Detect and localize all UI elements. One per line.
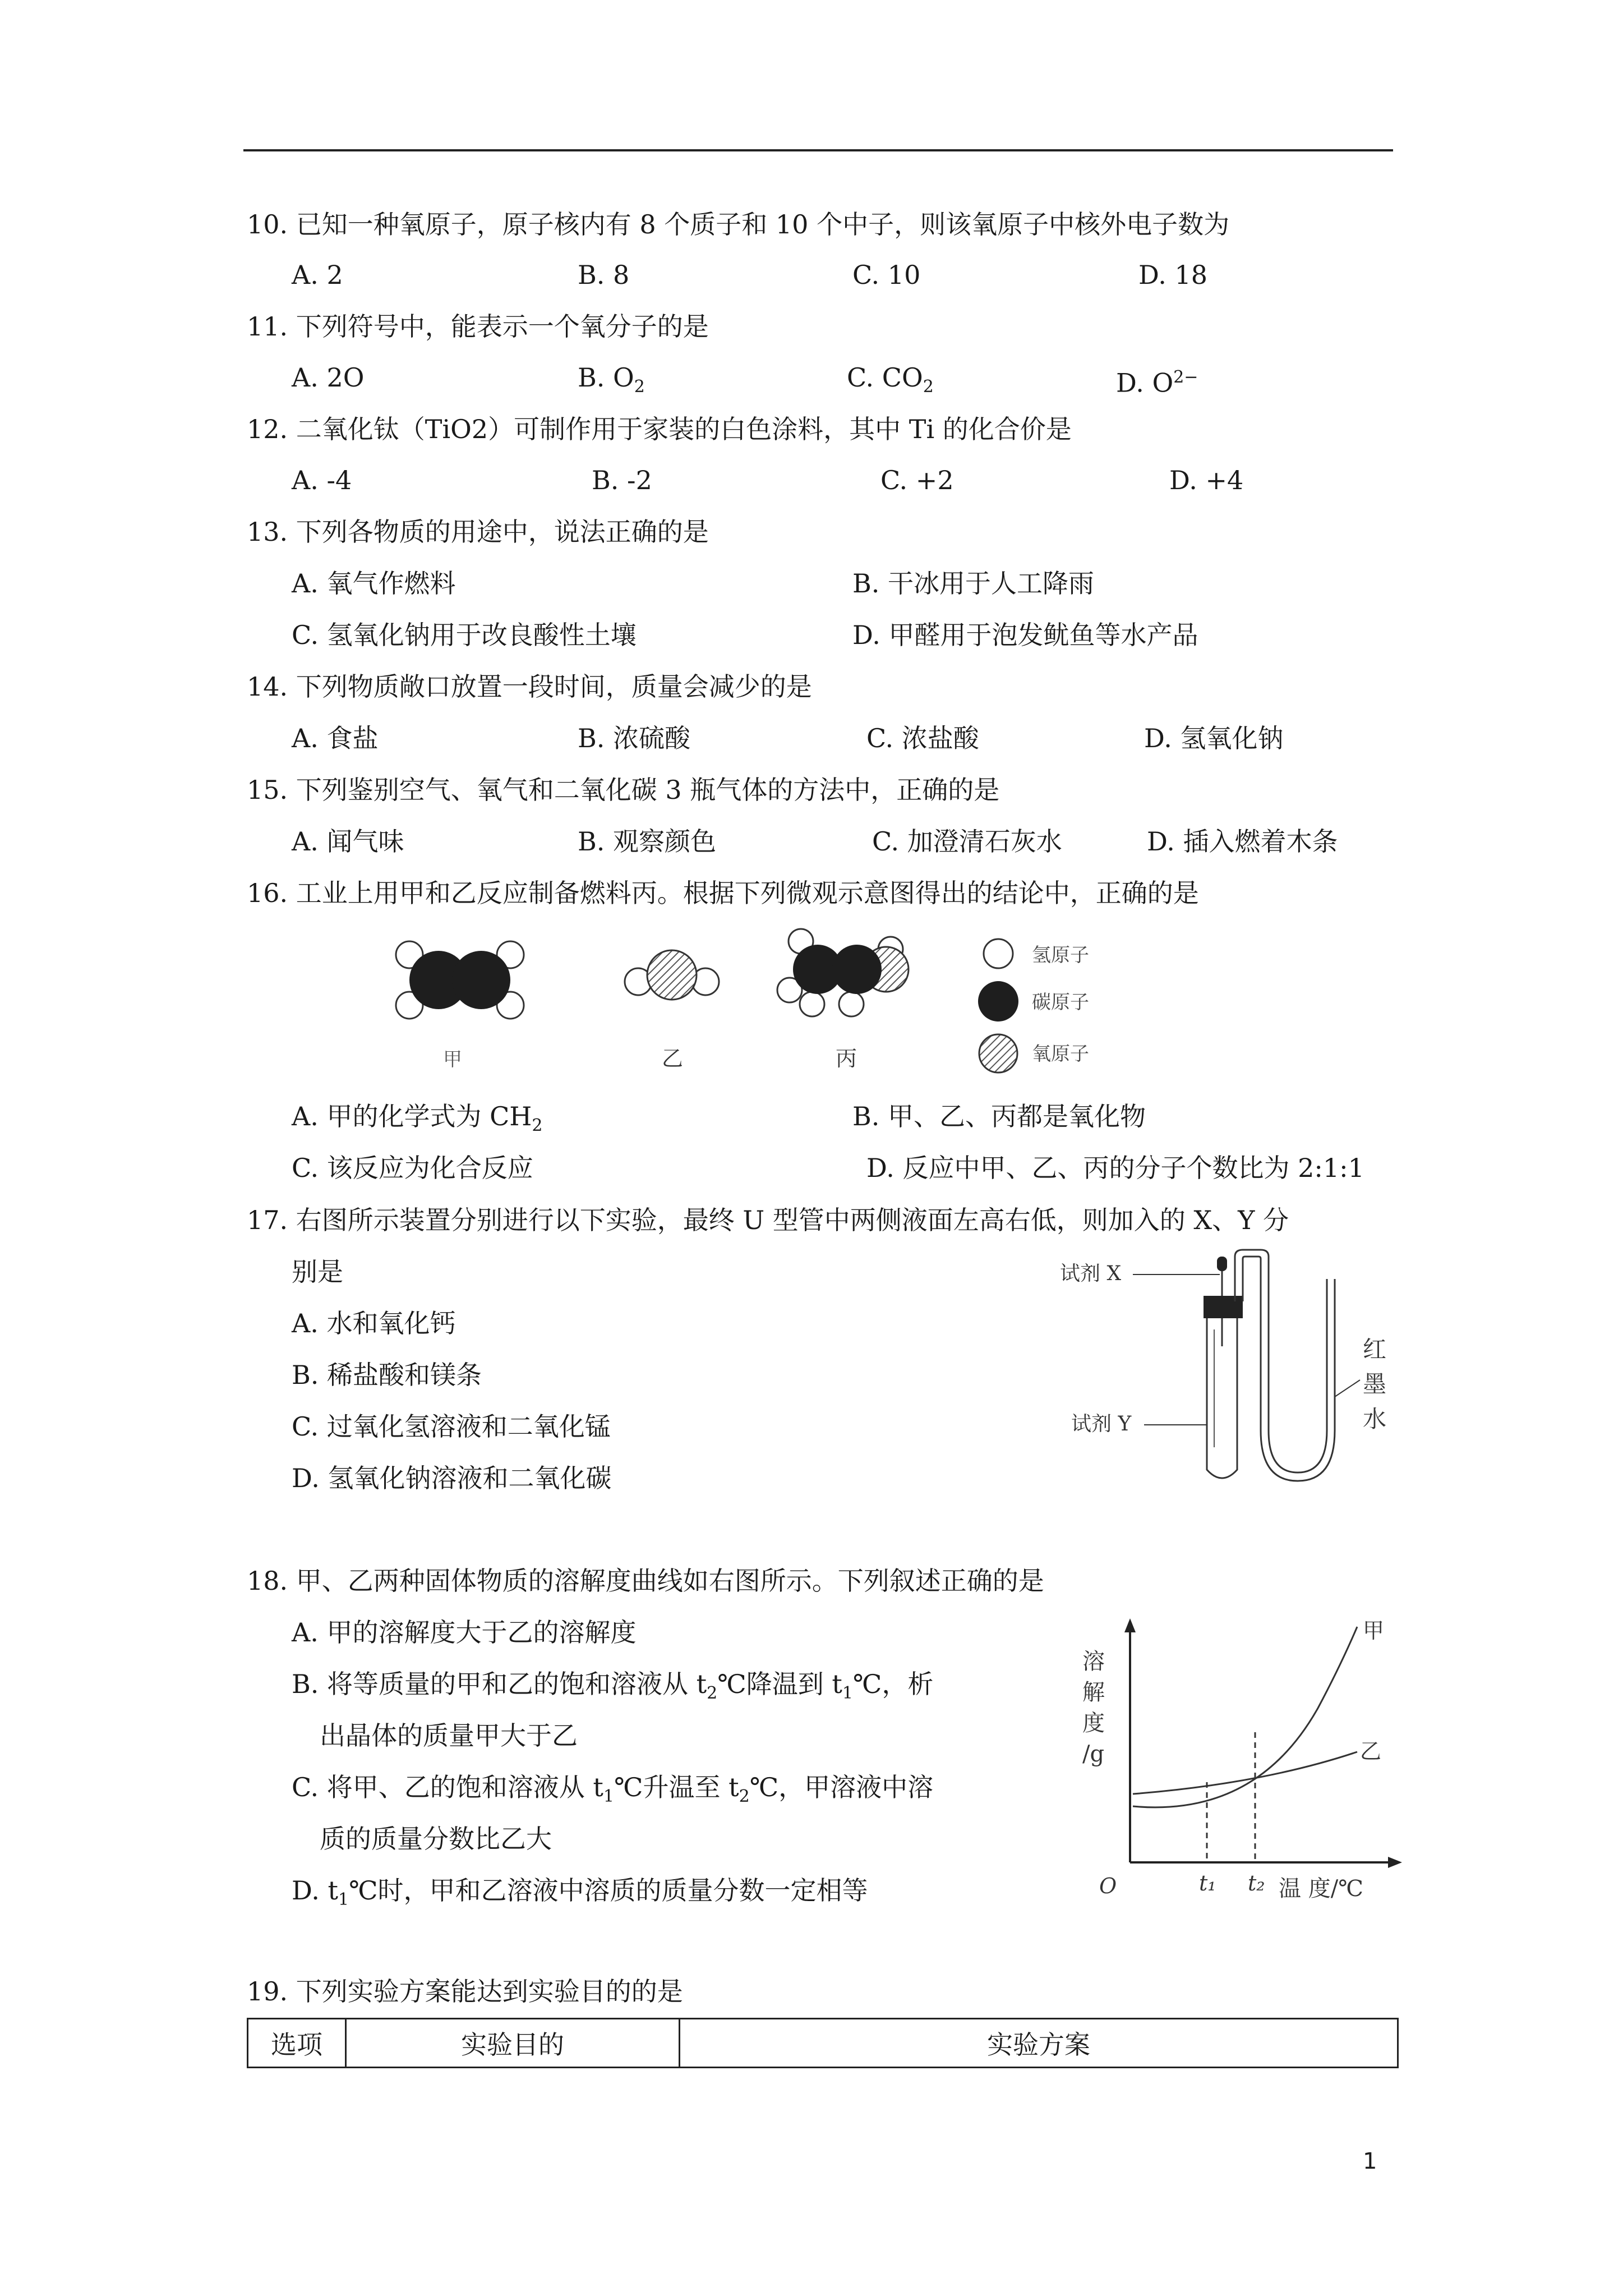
q12-option-a[interactable]: A. -4: [292, 465, 352, 495]
header-rule: [243, 149, 1393, 151]
q18-stem: 18. 甲、乙两种固体物质的溶解度曲线如右图所示。下列叙述正确的是: [247, 1566, 1044, 1596]
q12-stem: 12. 二氧化钛（TiO2）可制作用于家装的白色涂料，其中 Ti 的化合价是: [247, 414, 1072, 444]
header-purpose: 实验目的: [346, 2019, 680, 2068]
header-option: 选项: [248, 2019, 346, 2068]
page-number: 1: [1363, 2148, 1377, 2174]
q17-option-d[interactable]: D. 氢氧化钠溶液和二氧化碳: [292, 1463, 612, 1493]
q13-option-c[interactable]: C. 氢氧化钠用于改良酸性土壤: [292, 620, 637, 650]
x-axis-label: 温 度/℃: [1279, 1876, 1363, 1902]
experiment-table: [247, 2018, 1399, 2068]
red-ink-label-2: 墨: [1363, 1370, 1387, 1398]
legend-oxygen: 氧原子: [1032, 1043, 1089, 1065]
q14-option-b[interactable]: B. 浓硫酸: [578, 723, 691, 753]
q13-option-d[interactable]: D. 甲醛用于泡发鱿鱼等水产品: [852, 620, 1198, 650]
y-label-3: 度: [1082, 1710, 1105, 1736]
q19-stem: 19. 下列实验方案能达到实验目的的是: [247, 1976, 683, 2007]
q10-option-c[interactable]: C. 10: [852, 260, 921, 290]
q18-option-c-cont: 质的质量分数比乙大: [320, 1824, 552, 1854]
molecule-jia: [396, 941, 524, 1019]
q13-option-b[interactable]: B. 干冰用于人工降雨: [852, 568, 1095, 599]
q11-option-b[interactable]: B. $O_2$: [578, 362, 645, 397]
header-plan: 实验方案: [680, 2019, 1398, 2068]
q11-option-d[interactable]: D. $O^{2-}$: [1116, 367, 1198, 398]
q18-option-b-cont: 出晶体的质量甲大于乙: [320, 1720, 578, 1751]
solubility-curve-graph: [1077, 1616, 1413, 1902]
origin-label: O: [1099, 1874, 1117, 1898]
y-label-4: /g: [1082, 1741, 1105, 1767]
q12-option-c[interactable]: C. +2: [880, 465, 954, 495]
q10-option-b[interactable]: B. 8: [578, 260, 630, 290]
q16-option-d[interactable]: D. 反应中甲、乙、丙的分子个数比为 2:1:1: [866, 1153, 1364, 1183]
q18-option-b[interactable]: B. 将等质量的甲和乙的饱和溶液从 $t_2℃$降温到 $t_1℃$，析: [292, 1669, 934, 1704]
q11-option-c[interactable]: C. $CO_2$: [847, 362, 934, 397]
q10-option-a[interactable]: A. 2: [292, 260, 343, 290]
red-ink-label-3: 水: [1363, 1405, 1387, 1433]
q15-option-d[interactable]: D. 插入燃着木条: [1147, 826, 1338, 857]
q16-option-b[interactable]: B. 甲、乙、丙都是氧化物: [852, 1101, 1146, 1131]
q17-stem: 17. 右图所示装置分别进行以下实验，最终 U 型管中两侧液面左高右低，则加入的 X、Y 分: [247, 1205, 1289, 1235]
q16-molecule-diagram: [387, 926, 1172, 1088]
t2-label: t₂: [1248, 1871, 1265, 1895]
q12-option-b[interactable]: B. -2: [592, 465, 652, 495]
q13-stem: 13. 下列各物质的用途中，说法正确的是: [247, 517, 709, 547]
legend-carbon: 碳原子: [1032, 991, 1089, 1014]
q11-stem: 11. 下列符号中，能表示一个氧分子的是: [247, 311, 709, 342]
q17-option-a[interactable]: A. 水和氧化钙: [292, 1308, 456, 1338]
curve-yi: [1133, 1752, 1357, 1794]
q15-option-c[interactable]: C. 加澄清石灰水: [872, 826, 1062, 857]
q18-option-a[interactable]: A. 甲的溶解度大于乙的溶解度: [292, 1617, 637, 1648]
q10-stem: 10. 已知一种氧原子，原子核内有 8 个质子和 10 个中子，则该氧原子中核外电子数为: [247, 209, 1230, 240]
atom-legend: [978, 939, 1089, 1073]
q13-option-a[interactable]: A. 氧气作燃料: [292, 568, 456, 599]
q15-option-a[interactable]: A. 闻气味: [292, 826, 404, 857]
molecule-yi: [625, 950, 719, 1000]
q15-option-b[interactable]: B. 观察颜色: [578, 826, 717, 857]
q18-option-c[interactable]: C. 将甲、乙的饱和溶液从 $t_1℃$升温至 $t_2℃$，甲溶液中溶: [292, 1772, 934, 1807]
table-header-row: [248, 2019, 1398, 2068]
q16-option-a[interactable]: A. 甲的化学式为 $CH_2$: [292, 1101, 543, 1136]
q17-stem-cont: 别是: [292, 1257, 343, 1287]
reagent-y-label: 试剂 Y: [1071, 1412, 1132, 1435]
legend-hydrogen: 氢原子: [1032, 944, 1089, 967]
y-label-2: 解: [1082, 1680, 1105, 1705]
red-ink-label-1: 红: [1363, 1336, 1387, 1363]
q12-option-d[interactable]: D. +4: [1169, 465, 1244, 495]
q11-option-a[interactable]: A. 2O: [292, 362, 365, 393]
q18-option-d[interactable]: D. $t_1℃$时，甲和乙溶液中溶质的质量分数一定相等: [292, 1875, 868, 1910]
label-jia: 甲: [443, 1048, 462, 1071]
q17-option-c[interactable]: C. 过氧化氢溶液和二氧化锰: [292, 1411, 611, 1442]
q14-stem: 14. 下列物质敞口放置一段时间，质量会减少的是: [247, 671, 812, 702]
q10-option-d[interactable]: D. 18: [1138, 260, 1208, 290]
q17-option-b[interactable]: B. 稀盐酸和镁条: [292, 1360, 482, 1390]
q16-option-c[interactable]: C. 该反应为化合反应: [292, 1153, 533, 1183]
q15-stem: 15. 下列鉴别空气、氧气和二氧化碳 3 瓶气体的方法中，正确的是: [247, 775, 1000, 805]
label-yi: 乙: [662, 1046, 684, 1071]
label-bing: 丙: [836, 1046, 857, 1071]
u-tube-apparatus: [1060, 1245, 1408, 1492]
t1-label: t₁: [1199, 1871, 1216, 1895]
curve-yi-label: 乙: [1360, 1739, 1382, 1764]
curve-jia-label: 甲: [1363, 1618, 1385, 1643]
q14-option-a[interactable]: A. 食盐: [292, 723, 379, 753]
reagent-x-label: 试剂 X: [1060, 1262, 1122, 1285]
y-label-1: 溶: [1082, 1649, 1105, 1674]
q14-option-d[interactable]: D. 氢氧化钠: [1144, 723, 1284, 753]
q14-option-c[interactable]: C. 浓盐酸: [866, 723, 979, 753]
molecule-bing: [777, 929, 909, 1016]
q16-stem: 16. 工业上用甲和乙反应制备燃料丙。根据下列微观示意图得出的结论中，正确的是: [247, 878, 1199, 908]
